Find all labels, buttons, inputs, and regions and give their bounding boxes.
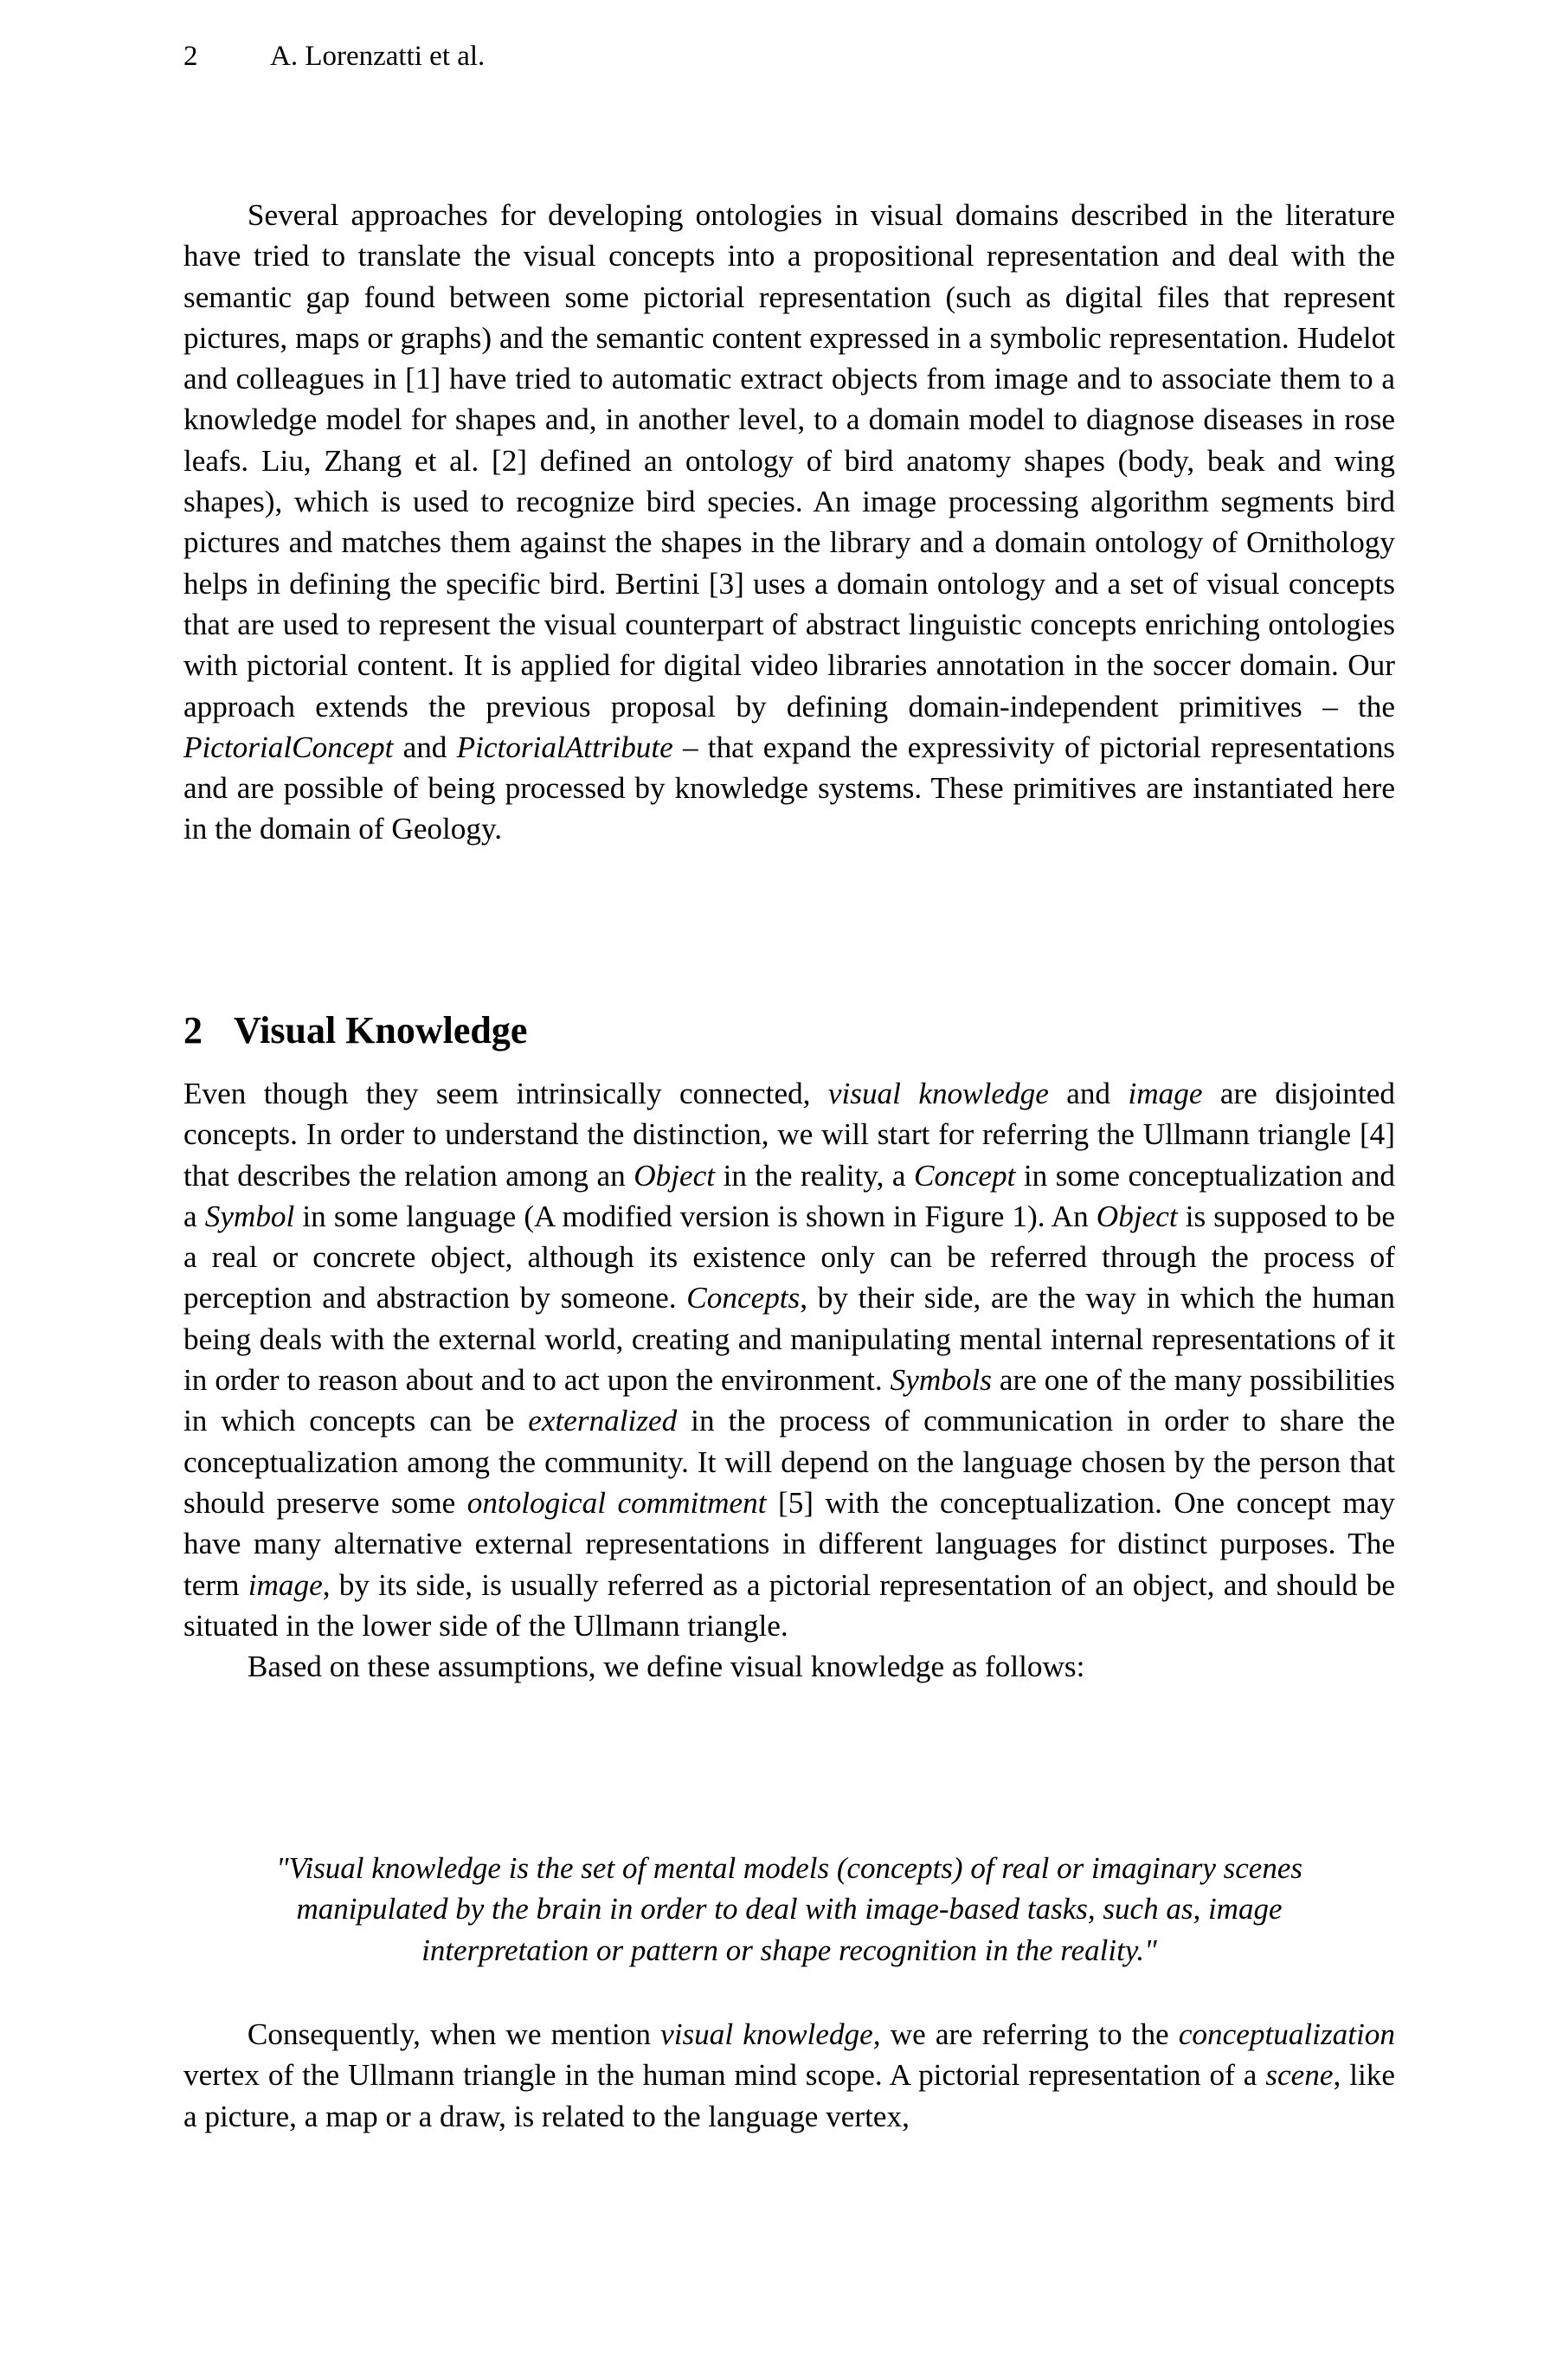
emphasis: Symbols [890,1363,992,1398]
page-number: 2 [183,41,198,72]
emphasis: visual knowledge [827,1077,1049,1110]
definition-line: manipulated by the brain in order to deal with image-based tasks, such as, image [296,1892,1283,1927]
definition-line: "Visual knowledge is the set of mental models (concepts) of real or imaginary scenes [275,1851,1302,1885]
paragraph: Based on these assumptions, we define visual knowledge as follows: [247,1650,1085,1684]
emphasis: Concepts [686,1281,801,1315]
section-title: Visual Knowledge [234,1009,528,1052]
definition-line: interpretation or pattern or shape recognition in the reality." [421,1933,1157,1967]
emphasis: ontological commitment [466,1485,767,1520]
body-paragraph-related-work [183,195,1395,850]
emphasis: externalized [528,1404,678,1438]
emphasis: image [248,1567,323,1602]
running-head-authors: A. Lorenzatti et al. [270,41,486,72]
section-heading [183,1007,527,1055]
section-number: 2 [183,1009,203,1052]
emphasis: visual knowledge, [660,2017,881,2051]
body-paragraph-consequently [183,2014,1395,2137]
paragraph: Several approaches for developing ontologies in visual domains described in the literature have tried to translate the visual concepts into a propositional representation and deal with the semantic gap found between some pictorial representation (such as digital files that represent pictures, maps or graphs) and the semantic content expressed in a symbolic representation. Hudelot and colleagues in [1] have tried to automatic extract objects from image and to associate them to a knowledge model for shapes and, in another level, to a domain model to diagnose diseases in rose leafs. Liu, Zhang et al. [2] defined an ontology of bird anatomy shapes (body, beak and wing shapes), which is used to recognize bird species. An image processing algorithm segments bird pictures and matches them against the shapes in the library and a domain ontology of Ornithology helps in defining the specific bird. Bertini [3] uses a domain ontology and a set of visual concepts that are used to represent the visual counterpart of abstract linguistic concepts enriching ontologies with pictorial content. It is applied for digital video libraries annotation in the soccer domain. Our approach extends the previous proposal by defining domain-independent primitives – the PictorialConcept and PictorialAttribute – that expand the expressivity of pictorial representations and are possible of being processed by knowledge systems. These primitives are instantiated here in the domain of Geology. [183,198,1395,846]
emphasis: Object [634,1158,716,1193]
emphasis-pictorialconcept: PictorialConcept [183,730,394,764]
emphasis: Concept [914,1158,1016,1193]
emphasis: image [1128,1077,1203,1110]
paragraph: Even though they seem intrinsically connected, visual knowledge and image are disjointed concepts. In order to understand the distinction, we will start for referring the Ullmann triangle [4] that describes the relation among an Object in the reality, a Concept in some conceptualization and a Symbol in some language (A modified version is shown in Figure 1). An Object is supposed to be a real or concrete object, although its existence only can be referred through the process of perception and abstraction by someone. Concepts, by their side, are the way in which the human being deals with the external world, creating and manipulating mental internal representations of it in order to reason about and to act upon the environment. Symbols are one of the many possibilities in which concepts can be externalized in the process of communication in order to share the conceptualization among the community. It will depend on the language chosen by the person that should preserve some ontological commitment [5] with the conceptualization. One concept may have many alternative external representations in different languages for distinct purposes. The term image, by its side, is usually referred as a pictorial representation of an object, and should be situated in the lower side of the Ullmann triangle. [183,1077,1396,1643]
emphasis: conceptualization [1178,2017,1395,2051]
emphasis-pictorialattribute: PictorialAttribute [456,730,673,764]
emphasis: Object [1096,1199,1178,1233]
section-body [183,1073,1395,1687]
paragraph: Consequently, when we mention visual knowledge, we are referring to the conceptualization vertex of the Ullmann triangle in the human mind scope. A pictorial representation of a scene, like a picture, a map or a draw, is related to the language vertex, [183,2017,1395,2133]
definition-quote [183,1848,1395,1971]
emphasis: Symbol [204,1199,295,1233]
emphasis: scene [1265,2058,1334,2093]
running-head [183,39,485,74]
